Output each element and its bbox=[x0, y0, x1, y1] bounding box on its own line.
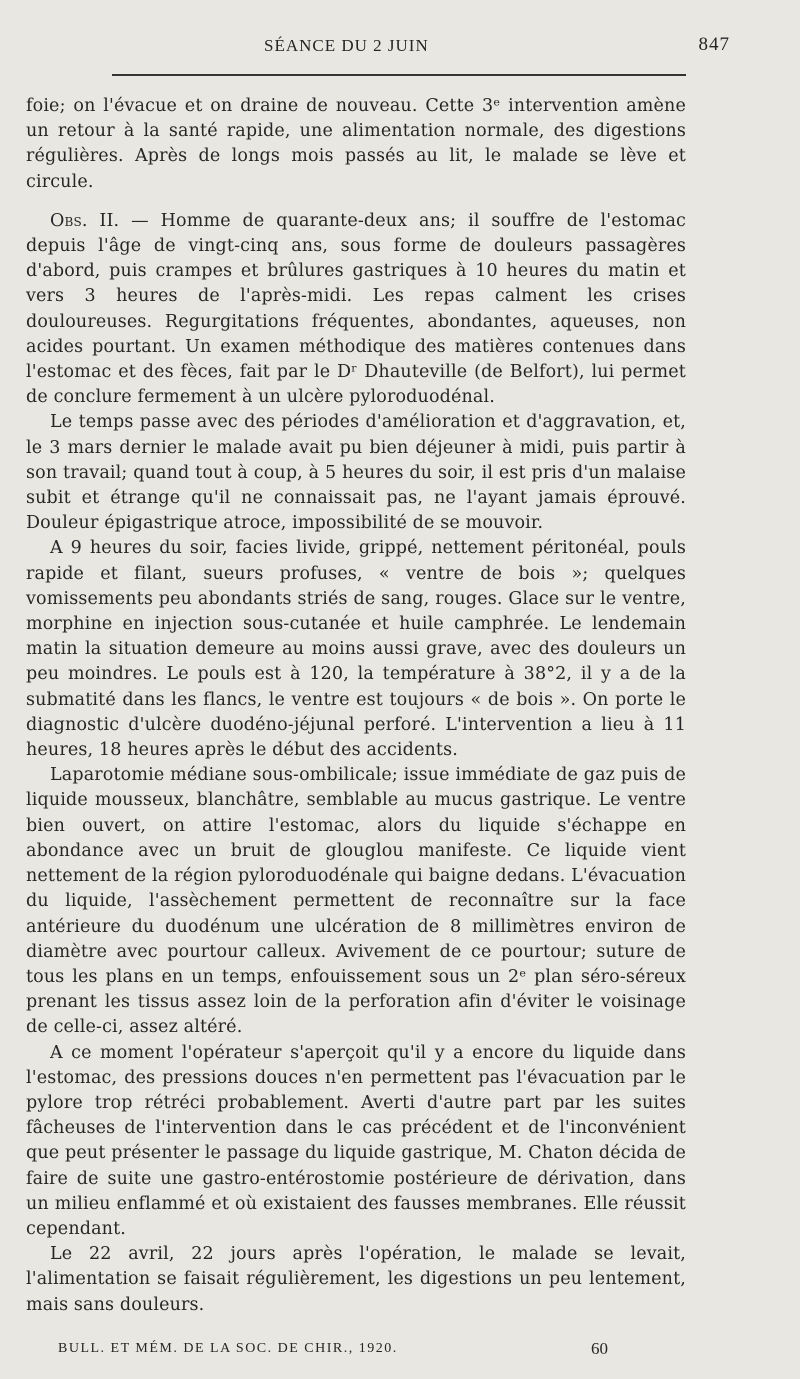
sheet-number: 60 bbox=[591, 1339, 608, 1358]
paragraph-continuation: foie; on l'évacue et on draine de nouveau. Cette 3ᵉ intervention amène un retour à la santé rapide, une alimentation normale, des digestions régulières. Après de longs mois passés au lit, le malade se lève et circule. bbox=[26, 96, 686, 192]
paragraph: Laparotomie médiane sous-ombilicale; issue immédiate de gaz puis de liquide mousseux, blanchâtre, semblable au mucus gastrique. Le ventre bien ouvert, on attire l'estomac, alors du liquide s'échappe en abondance avec un bruit de glouglou manifeste. Ce liquide vient nettement de la région pyloroduodénale qui baigne dedans. L'évacuation du liquide, l'assèchement permettent de reconnaître sur la face antérieure du duodénum une ulcération de 8 millimètres environ de diamètre avec pourtour calleux. Avivement de ce pourtour; suture de tous les plans en un temps, enfouissement sous un 2ᵉ plan séro-séreux prenant les tissus assez loin de la perforation afin d'éviter le voisinage de celle-ci, assez altéré. bbox=[26, 765, 686, 1038]
paragraph: A 9 heures du soir, facies livide, grippé, nettement péritonéal, pouls rapide et filant, sueurs profuses, « ventre de bois »; quelques vomissements peu abondants striés de sang, rouges. Glace sur le ventre, morphine en injection sous-cutanée et huile camphrée. Le lendemain matin la situation demeure au moins aussi grave, avec des douleurs un peu moindres. Le pouls est à 120, la température à 38°2, il y a de la submatité dans les flancs, le ventre est toujours « de bois ». On porte le diagnostic d'ulcère duodéno-jéjunal perforé. L'intervention a lieu à 11 heures, 18 heures après le début des accidents. bbox=[26, 538, 686, 761]
observation-text: — Homme de quarante-deux ans; il souffre de l'estomac depuis l'âge de vingt-cinq ans, sous forme de douleurs passagères d'abord, puis crampes et brûlures gastriques à 10 heures du matin et vers 3 heures de l'après-midi. Les repas calment les crises douloureuses. Regurgitations fréquentes, abondantes, aqueuses, non acides pourtant. Un examen méthodique des matières contenues dans l'estomac et des fèces, fait par le Dʳ Dhauteville (de Belfort), lui permet de conclure fermement à un ulcère pyloroduodénal. bbox=[26, 210, 686, 408]
body-text bbox=[26, 94, 686, 1318]
paragraph: Le 22 avril, 22 jours après l'opération, le malade se levait, l'alimentation se faisait régulièrement, les digestions un peu lentement, mais sans douleurs. bbox=[26, 1244, 686, 1315]
paragraph-observation-2 bbox=[26, 209, 686, 411]
paragraph: Le temps passe avec des périodes d'amélioration et d'aggravation, et, le 3 mars dernier le malade avait pu bien déjeuner à midi, puis partir à son travail; quand tout à coup, à 5 heures du soir, il est pris d'un malaise subit et étrange qu'il ne connaissait pas, ne l'ayant jamais éprouvé. Douleur épigastrique atroce, impossibilité de se mouvoir. bbox=[26, 412, 686, 534]
journal-citation: BULL. ET MÉM. DE LA SOC. DE CHIR., 1920. bbox=[58, 1341, 398, 1356]
header-rule bbox=[112, 74, 686, 76]
running-header bbox=[48, 36, 738, 60]
paragraph: A ce moment l'opérateur s'aperçoit qu'il y a encore du liquide dans l'estomac, des pressions douces n'en permettent pas l'évacuation par le pylore trop rétréci probablement. Averti d'autre part par les suites fâcheuses de l'intervention dans le cas précédent et de l'inconvénient que peut présenter le passage du liquide gastrique, M. Chaton décida de faire de suite une gastro-entérostomie postérieure de dérivation, dans un milieu enflammé et où existaient des fausses membranes. Elle réussit cependant. bbox=[26, 1042, 686, 1239]
observation-label: Obs. II. bbox=[50, 210, 120, 231]
page-number: 847 bbox=[698, 34, 730, 55]
header-title: SÉANCE DU 2 JUIN bbox=[264, 36, 429, 55]
